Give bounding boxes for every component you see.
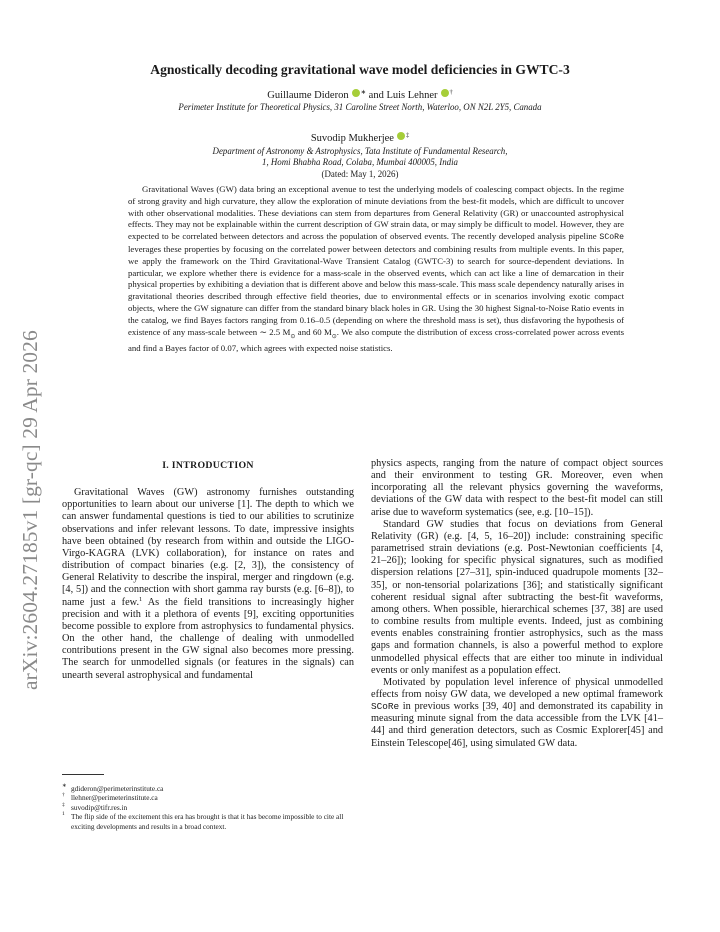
body-paragraph [371, 677, 663, 750]
right-column [371, 458, 663, 750]
author-line-2 [0, 132, 720, 144]
body-paragraph: Standard GW studies that focus on deviations from General Relativity (GR) (e.g. [4, 5, 16–20]) include: constraining specific parametrised strain deviations (e.g. Post-Newtonian coefficients [4, 21–26]); looking for specific physical signatures, such as modified dispersion relations [27–31], spin-induced quadrupole moments [32–35], or non-tensorial polarizations [36]; and statistically significant coherent residual signal after subtracting the best-fit waveforms, among others. When possible, hierarchical schemes [37, 38] are used to combine results from multiple events. Indeed, just as combining events enables constraining frontier astrophysics, such as the mass gaps and formation channels, is also a powerful method to explore unmodelled physical effects that are either too minute in individual events or only manifest as a population effect. [371, 518, 663, 676]
pipeline-name: SCoRe [371, 701, 400, 713]
date-line: (Dated: May 1, 2026) [321, 169, 399, 179]
orcid-icon[interactable] [352, 89, 360, 97]
footnote-mark: ∗ [62, 783, 67, 789]
affiliation-tifr-line-1: Department of Astronomy & Astrophysics, Tata Institute of Fundamental Research, [212, 146, 508, 156]
footnote-marker: † [449, 89, 453, 96]
footnote-email[interactable]: suvodip@tifr.res.in [71, 802, 128, 812]
footnote-email[interactable]: llehner@perimeterinstitute.ca [71, 793, 158, 803]
footnote-mark: 1 [62, 811, 65, 818]
abstract-text: . We also compute the distribution of excess cross-correlated power across events and find a Bayes factor of 0.07, which agrees with expected noise statistics. [128, 326, 624, 354]
body-text: in previous works [39, 40] and demonstrated its capability in measuring minute signal from the data accessible from the LVK [41–44] and third generation detectors, such as Cosmic Explorer[45] and Einstein Telescope[46], using simulated GW data. [371, 701, 663, 749]
abstract-paragraph [128, 184, 624, 355]
footnotes [62, 784, 354, 831]
orcid-icon[interactable] [441, 89, 449, 97]
footnote-divider [62, 774, 104, 775]
author-line-1 [0, 89, 720, 101]
footnote-mark: ‡ [62, 801, 65, 808]
left-column [62, 458, 354, 682]
footnote-marker: ∗ [360, 89, 367, 96]
section-heading-introduction: I. INTRODUCTION [162, 460, 254, 471]
author-name: Suvodip Mukherjee [310, 133, 394, 144]
abstract-text: Gravitational Waves (GW) data bring an exceptional avenue to test the underlying models of coalescing compact objects. In the regime of strong gravity and high curvature, they allow the exploration of minute deviations from the best-fit models, which are difficult to uncover with other observational modalities. These deviations can stem from departures from General Relativity (GR) or unaccounted astrophysical effects. They may not be explainable within the current description of GW strain data, or may simply be difficult to model. However, they are expected to be correlated between detectors and across the population of observed events. The recently developed analysis pipeline [128, 184, 624, 242]
paper-title: Agnostically decoding gravitational wave model deficiencies in GWTC-3 [150, 62, 570, 77]
footnote-item [62, 812, 354, 831]
footnote-marker: ‡ [405, 132, 410, 139]
author-name: Guillaume Dideron [267, 90, 349, 101]
body-paragraph: physics aspects, ranging from the nature of compact object sources and their environment to testing GR. Moreover, even when incorporating all the relevant physics governing the waveforms, deviations of the GW data with respect to the best-fit model can still arise due to waveform systematics (see, e.g. [10–15]). [371, 458, 663, 518]
body-text: As the field transitions to increasingly higher precision and with it a plethora of events [9], exciting opportunities become possible to explore from astrophysics to fundamental physics. On the other hand, the challenge of dealing with unmodelled contributions present in the GW signal also becomes more pressing. The search for unmodelled signals (or features in the signals) can unearth several astrophysical and fundamental [62, 596, 354, 681]
abstract [128, 184, 624, 355]
pipeline-name: SCoRe [599, 233, 624, 243]
solar-mass-symbol: ⊙ [290, 333, 296, 340]
footnote-email[interactable]: gdideron@perimeterinstitute.ca [71, 784, 164, 793]
footnote-item [62, 793, 354, 802]
affiliation-tifr-line-2: 1, Homi Bhabha Road, Colaba, Mumbai 400005, India [262, 157, 458, 167]
orcid-icon[interactable] [397, 132, 405, 140]
solar-mass-symbol: ⊙ [331, 333, 337, 340]
author-conjunction: and [368, 90, 384, 101]
arxiv-identifier: arXiv:2604.27185v1 [gr-qc] 29 Apr 2026 [18, 330, 42, 690]
abstract-text: and 60 M [295, 326, 332, 337]
footnote-mark: † [62, 792, 65, 799]
body-text: Motivated by population level inference of physical unmodelled effects from noisy GW data, we developed a new optimal framework [371, 676, 663, 700]
body-paragraph [62, 487, 354, 682]
body-text: Gravitational Waves (GW) astronomy furnishes outstanding opportunities to learn about our universe [1]. The depth to which we can answer fundamental questions is tied to our abilities to scrutinize observations and infer relevant lessons. To date, impressive insights have been obtained (by research from within and outside the LIGO-Virgo-KAGRA (LVK) collaboration), for instance on rates and distribution of compact binaries (e.g. [2, 3]), the consistency of General Relativity to describe the inspiral, merger and ringdown (e.g. [4, 5]) and the connection with short gamma ray bursts (e.g. [6–8]), to name just a few. [62, 487, 354, 608]
footnote-text: The flip side of the excitement this era has brought is that it has become impossible to cite all exciting developments and results in a broad context. [71, 812, 344, 831]
footnote-item [62, 784, 354, 793]
abstract-text: leverages these properties by focusing on the correlated power between detectors and combining results from multiple events. In this paper, we apply the framework on the Third Gravitational-Wave Transient Catalog (GWTC-3) to search for source-dependent deviations. In particular, we explore whether there is evidence for a mass-scale in the observed events, which can act like a line of demarcation in their physical properties by exhibiting a deviation that is different above and below this mass-scale. This mass scale dependency naturally arises in gravitational theories described through effective field theories, due to environmental effects or in scenarios involving exotic compact objects, where the GW signature can differ from the standard binary black holes in GR. Using the 30 highest Signal-to-Noise Ratio events in the catalog, we find Bayes factors ranging from 0.16–0.5 (depending on where the threshold mass is set), thus disfavoring the hypothesis of existence of any mass-scale between ∼ 2.5 M [128, 243, 624, 337]
footnote-marker[interactable]: 1 [139, 595, 143, 603]
footnote-item [62, 803, 354, 812]
author-name: Luis Lehner [386, 90, 438, 101]
affiliation-perimeter: Perimeter Institute for Theoretical Physics, 31 Caroline Street North, Waterloo, ON N2L 2Y5, Canada [178, 102, 542, 112]
